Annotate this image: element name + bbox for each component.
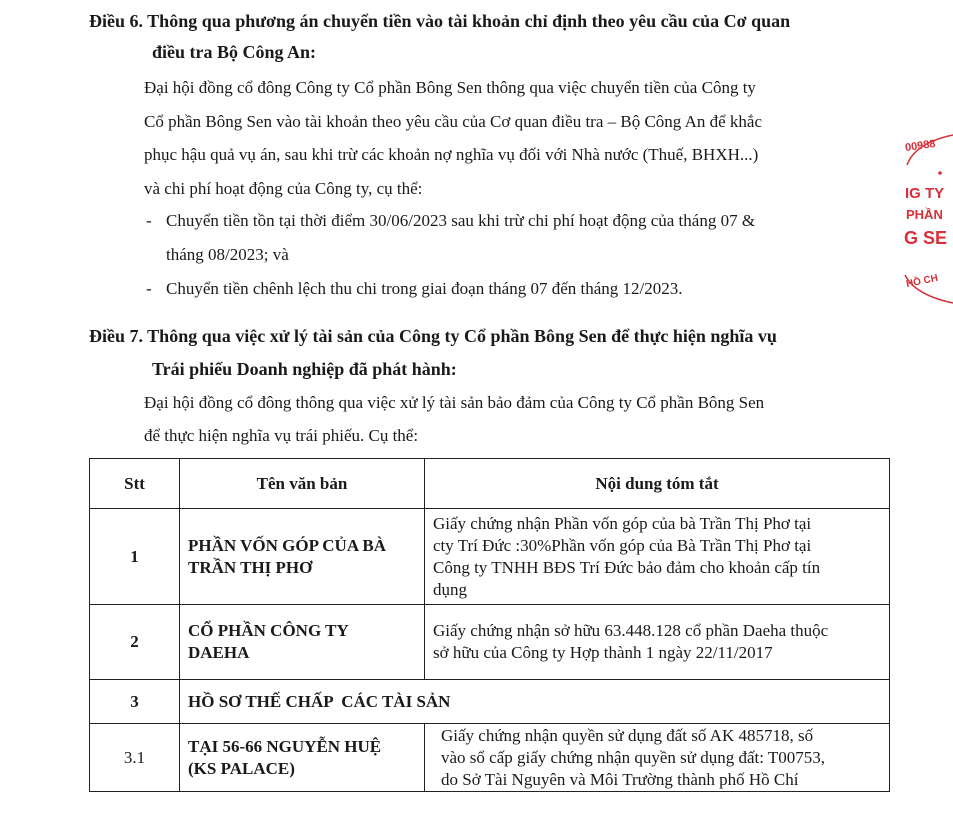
- bullet-mark: -: [146, 279, 152, 298]
- row-name-line: (KS PALACE): [188, 758, 295, 778]
- header-name: Tên văn bản: [180, 459, 425, 509]
- row-stt: 3: [90, 680, 180, 724]
- article6-bullet1-line2: tháng 08/2023; và: [166, 245, 289, 264]
- seal-ring-icon: [893, 125, 953, 310]
- seal-text-line: IG TY: [905, 185, 945, 202]
- table-row: [90, 605, 890, 680]
- seal-text-line: G SE: [904, 228, 948, 248]
- section-title: HỒ SƠ THẾ CHẤP CÁC TÀI SẢN: [180, 680, 890, 724]
- table-section-row: [90, 680, 890, 724]
- table-row: [90, 509, 890, 605]
- article6-heading-line2: điều tra Bộ Công An:: [152, 42, 317, 62]
- header-stt: Stt: [90, 459, 180, 509]
- row-content: [425, 605, 890, 680]
- asset-table: [89, 458, 890, 792]
- article7-paragraph-line2: để thực hiện nghĩa vụ trái phiếu. Cụ thể:: [144, 426, 419, 445]
- header-content: Nội dung tóm tắt: [425, 459, 890, 509]
- article6-paragraph-line4: và chi phí hoạt động của Công ty, cụ thể:: [144, 179, 423, 198]
- seal-text-line: HỒ CH: [905, 272, 940, 291]
- row-stt: 2: [90, 605, 180, 680]
- article7-paragraph-line1: Đại hội đồng cổ đông thông qua việc xử lý tài sản bảo đảm của Công ty Cổ phần Bông Sen: [144, 393, 765, 412]
- row-content-line: do Sở Tài Nguyên và Môi Trường thành phố Hồ Chí: [441, 769, 799, 789]
- row-name-line: TRẦN THỊ PHƠ: [188, 557, 313, 577]
- article6-bullet1-line1: Chuyển tiền tồn tại thời điểm 30/06/2023 sau khi trừ chi phí hoạt động của tháng 07 &: [166, 211, 756, 230]
- row-name-line: CỔ PHẦN CÔNG TY: [188, 621, 349, 640]
- row-name-line: DAEHA: [188, 643, 250, 662]
- seal-text-line: 00988: [904, 137, 937, 155]
- seal-text-line: PHẦN: [906, 207, 943, 222]
- row-content: [425, 509, 890, 605]
- row-content-line: Giấy chứng nhận Phần vốn góp của bà Trần Thị Phơ tại: [433, 513, 812, 533]
- article6-paragraph-line1: Đại hội đồng cổ đông Công ty Cổ phần Bông Sen thông qua việc chuyển tiền của Công ty: [144, 78, 756, 97]
- article6-heading-line1: Điều 6. Thông qua phương án chuyển tiền vào tài khoản chỉ định theo yêu cầu của Cơ quan: [89, 11, 791, 31]
- row-content-line: dụng: [433, 579, 467, 599]
- row-content-line: Công ty TNHH BĐS Trí Đức bảo đảm cho khoản cấp tín: [433, 557, 821, 577]
- article6-paragraph-line2: Cổ phần Bông Sen vào tài khoản theo yêu cầu của Cơ quan điều tra – Bộ Công An để khắc: [144, 112, 763, 131]
- bullet-mark: -: [146, 211, 152, 230]
- table-header-row: [90, 459, 890, 509]
- row-name: [180, 605, 425, 680]
- article6-bullet2: Chuyển tiền chênh lệch thu chi trong giai đoạn tháng 07 đến tháng 12/2023.: [166, 279, 683, 298]
- row-stt: 1: [90, 509, 180, 605]
- row-content-line: Giấy chứng nhận quyền sử dụng đất số AK 485718, số: [441, 725, 814, 745]
- row-name: [180, 724, 425, 792]
- article6-paragraph-line3: phục hậu quả vụ án, sau khi trừ các khoản nợ nghĩa vụ đối với Nhà nước (Thuế, BHXH...): [144, 145, 759, 164]
- row-name-line: TẠI 56-66 NGUYỄN HUỆ: [188, 736, 382, 756]
- article7-heading-line1: Điều 7. Thông qua việc xử lý tài sản của Công ty Cổ phần Bông Sen để thực hiện nghĩa vụ: [89, 326, 777, 346]
- row-content: [425, 724, 890, 792]
- row-content-line: sở hữu của Công ty Hợp thành 1 ngày 22/11/2017: [433, 643, 773, 662]
- row-content-line: cty Trí Đức :30%Phần vốn góp của Bà Trần Thị Phơ tại: [433, 535, 812, 555]
- row-content-line: vào sổ cấp giấy chứng nhận quyền sử dụng đất: T00753,: [441, 747, 826, 767]
- row-content-line: Giấy chứng nhận sở hữu 63.448.128 cổ phần Daeha thuộc: [433, 621, 829, 640]
- row-name-line: PHẦN VỐN GÓP CỦA BÀ: [188, 535, 387, 555]
- row-name: [180, 509, 425, 605]
- table-row: [90, 724, 890, 792]
- row-stt: 3.1: [90, 724, 180, 792]
- article7-heading-line2: Trái phiếu Doanh nghiệp đã phát hành:: [152, 359, 457, 379]
